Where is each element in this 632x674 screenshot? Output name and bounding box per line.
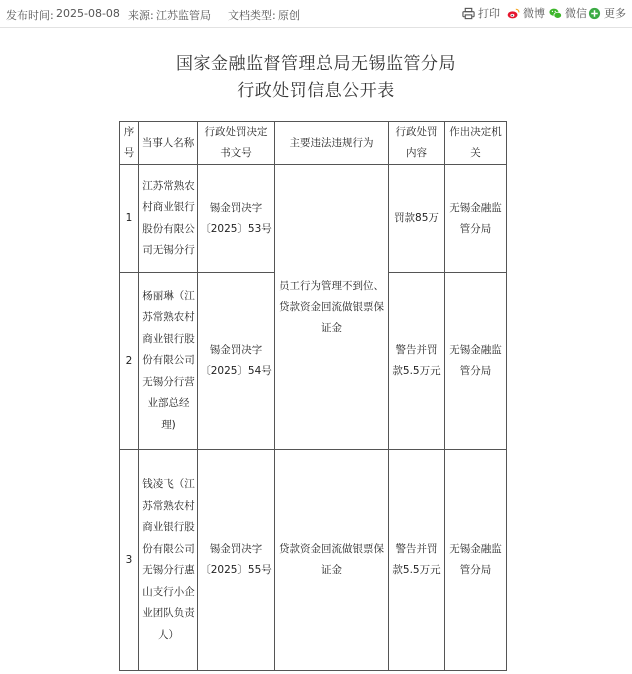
print-label: 打印 xyxy=(478,7,500,20)
header-cell-penalty: 行政处罚内容 xyxy=(389,122,445,165)
doc-number: 锡金罚决字〔2025〕55号 xyxy=(198,450,275,671)
header-cell-authority: 作出决定机关 xyxy=(445,122,507,165)
party-name-cell xyxy=(139,450,198,671)
header-cell-doc-no: 行政处罚决定书文号 xyxy=(198,122,275,165)
penalty-content: 罚款85万 xyxy=(389,165,445,273)
penalty-content: 警告并罚款5.5万元 xyxy=(389,450,445,671)
wechat-icon xyxy=(549,7,562,20)
row-number: 1 xyxy=(120,165,139,273)
deciding-authority: 无锡金融监管分局 xyxy=(445,273,507,450)
table-header-row xyxy=(120,122,507,165)
violation-description: 员工行为管理不到位、贷款资金回流做银票保证金 xyxy=(275,165,389,450)
deciding-authority: 无锡金融监管分局 xyxy=(445,450,507,671)
article-meta-bar xyxy=(0,0,632,26)
row-number: 2 xyxy=(120,273,139,450)
header-cell-violation: 主要违法违规行为 xyxy=(275,122,389,165)
weibo-share-button[interactable] xyxy=(507,5,545,21)
more-label: 更多 xyxy=(604,7,626,20)
print-icon xyxy=(462,7,475,20)
doc-number: 锡金罚决字〔2025〕54号 xyxy=(198,273,275,450)
party-name-cell xyxy=(139,165,198,273)
publish-date: 2025-08-08 xyxy=(56,7,120,20)
doc-type-value: 原创 xyxy=(278,9,300,22)
weibo-icon xyxy=(507,7,520,20)
source-value: 江苏监管局 xyxy=(156,9,211,22)
weibo-label: 微博 xyxy=(523,7,545,20)
page-title: 国家金融监督管理总局无锡监管分局 xyxy=(176,54,456,74)
deciding-authority: 无锡金融监管分局 xyxy=(445,165,507,273)
doc-number: 锡金罚决字〔2025〕53号 xyxy=(198,165,275,273)
party-name: 钱凌飞（江苏常熟农村商业银行股份有限公司无锡分行惠山支行小企业团队负责人） xyxy=(142,478,195,641)
page-subtitle: 行政处罚信息公开表 xyxy=(237,81,395,101)
wechat-share-button[interactable] xyxy=(549,5,587,21)
table-row xyxy=(120,165,507,273)
header-divider xyxy=(0,27,632,28)
print-button[interactable] xyxy=(462,5,500,21)
party-name-cell xyxy=(139,273,198,450)
penalty-table xyxy=(119,121,507,671)
source-label: 来源: xyxy=(128,9,154,22)
wechat-label: 微信 xyxy=(565,7,587,20)
penalty-content: 警告并罚款5.5万元 xyxy=(389,273,445,450)
header-cell-no: 序号 xyxy=(120,122,139,165)
more-icon xyxy=(588,7,601,20)
party-name: 杨丽琳（江苏常熟农村商业银行股份有限公司无锡分行营业部总经理) xyxy=(142,289,195,431)
doc-type-label: 文档类型: xyxy=(228,9,276,22)
row-number: 3 xyxy=(120,450,139,671)
party-name: 江苏常熟农村商业银行股份有限公司无锡分行 xyxy=(142,179,195,256)
header-cell-party: 当事人名称 xyxy=(139,122,198,165)
publish-time-label: 发布时间: xyxy=(6,9,54,22)
table-row xyxy=(120,450,507,671)
violation-description: 贷款资金回流做银票保证金 xyxy=(275,450,389,671)
more-share-button[interactable] xyxy=(588,5,626,21)
